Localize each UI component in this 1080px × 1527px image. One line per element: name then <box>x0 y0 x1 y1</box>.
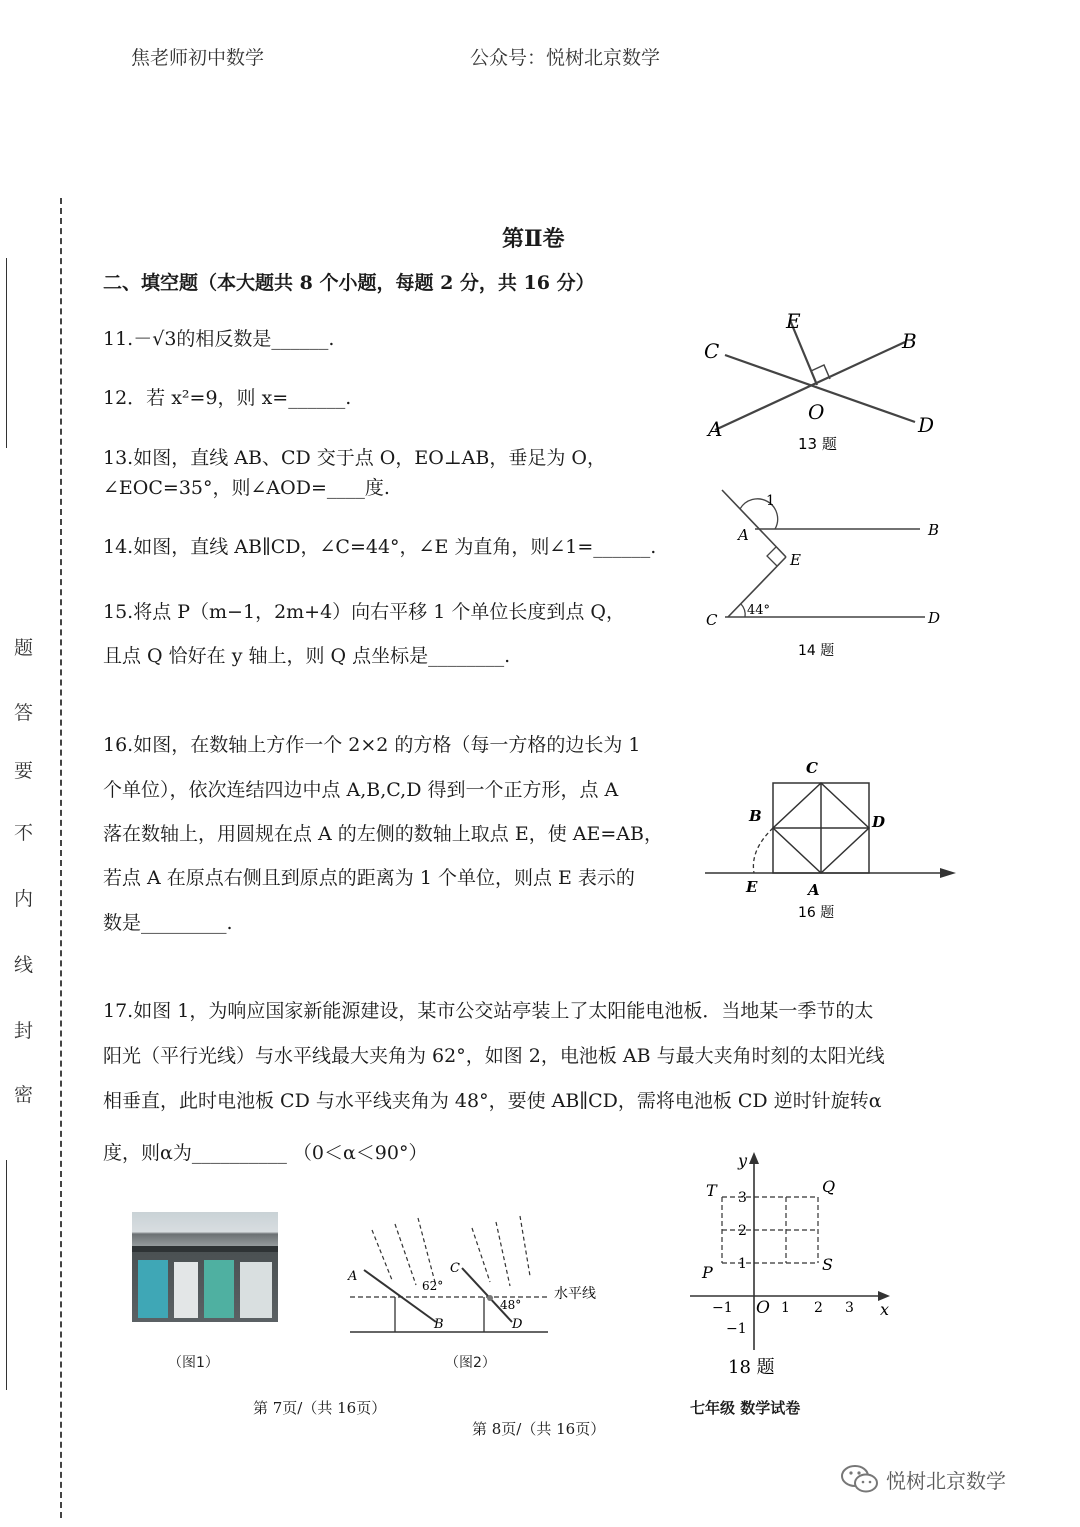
fig18-label-q: Q <box>822 1177 836 1196</box>
fig14-caption: 14 题 <box>798 643 835 659</box>
fig18-tick-y3: 3 <box>738 1190 747 1206</box>
fig16-label-e: E <box>746 878 758 896</box>
figure-16 <box>700 755 965 930</box>
fig14-label-e: E <box>790 551 801 569</box>
footer-page7: 第 7页/（共 16页） <box>253 1399 387 1417</box>
fig16-label-d: D <box>872 813 886 831</box>
fig13-label-e: E <box>786 309 801 333</box>
section-heading: 二、填空题（本大题共 8 个小题，每题 2 分，共 16 分） <box>103 272 595 294</box>
fig13-label-b: B <box>902 329 917 353</box>
question-16-line2: 个单位），依次连结四边中点 A,B,C,D 得到一个正方形，点 A <box>103 779 619 801</box>
photo1-caption: （图1） <box>168 1355 219 1371</box>
fig16-label-b: B <box>749 807 762 825</box>
binding-dashed-line <box>60 198 62 1518</box>
fig17-label-62: 62° <box>422 1279 444 1293</box>
header-right: 公众号：悦树北京数学 <box>470 47 661 69</box>
figure-17-2 <box>340 1210 620 1340</box>
fig18-label-p: P <box>702 1263 713 1282</box>
fig18-label-s: S <box>822 1255 833 1274</box>
fig13-label-o: O <box>808 400 825 424</box>
fig18-caption: 18 题 <box>728 1357 775 1378</box>
question-14: 14.如图，直线 AB∥CD，∠C=44°，∠E 为直角，则∠1=______. <box>103 536 657 558</box>
figure-14 <box>700 485 960 665</box>
figure-13 <box>690 300 950 460</box>
fig18-tick-y2: 2 <box>738 1223 747 1239</box>
footer-page8: 第 8页/（共 16页） <box>472 1420 606 1438</box>
fig14-label-angle: 44° <box>747 603 771 618</box>
fig18-label-y: y <box>738 1151 748 1170</box>
fig16-caption: 16 题 <box>798 905 835 921</box>
brand-name: 悦树北京数学 <box>886 1468 1006 1493</box>
question-16-line1: 16.如图，在数轴上方作一个 2×2 的方格（每一方格的边长为 1 <box>103 734 641 756</box>
binding-char-2: 答 <box>14 702 34 724</box>
fig17-label-b: B <box>434 1317 444 1332</box>
question-11: 11.－√3的相反数是______. <box>103 328 335 350</box>
binding-char-5: 内 <box>14 888 34 910</box>
fig13-caption: 13 题 <box>798 435 837 453</box>
fig14-label-b: B <box>928 521 940 539</box>
photo-roof <box>132 1246 278 1252</box>
fig14-label-a: A <box>738 526 749 544</box>
question-16-line4: 若点 A 在原点右侧且到原点的距离为 1 个单位，则点 E 表示的 <box>103 867 635 889</box>
fig16-label-a: A <box>808 881 820 899</box>
photo-panel-3 <box>204 1260 234 1318</box>
binding-char-3: 要 <box>14 760 34 782</box>
fig18-tick-xn1: −1 <box>712 1300 733 1316</box>
binding-char-4: 不 <box>14 822 34 844</box>
bus-stop-photo <box>132 1212 278 1322</box>
section-title: 第Ⅱ卷 <box>502 226 565 252</box>
fig18-label-t: T <box>706 1181 717 1200</box>
header-left: 焦老师初中数学 <box>131 47 265 69</box>
fig17-label-48: 48° <box>500 1298 522 1312</box>
question-16-line5: 数是_________. <box>103 912 233 934</box>
question-17-line3: 相垂直，此时电池板 CD 与水平线夹角为 48°，要使 AB∥CD，需将电池板 CD 逆时针旋转α <box>103 1090 882 1112</box>
fig18-tick-x3: 3 <box>845 1300 854 1316</box>
photo-panel-1 <box>138 1260 168 1318</box>
photo-panel-4 <box>240 1262 272 1318</box>
brand-watermark <box>840 1462 1006 1496</box>
footer-grade: 七年级 数学试卷 <box>690 1399 801 1417</box>
fig18-tick-x2: 2 <box>814 1300 823 1316</box>
photo2-caption: （图2） <box>445 1355 496 1371</box>
binding-char-1: 题 <box>14 637 34 659</box>
fig16-label-c: C <box>806 759 818 777</box>
fig17-label-a: A <box>348 1269 358 1284</box>
question-12: 12．若 x²=9，则 x=______. <box>103 387 352 409</box>
fig18-label-o: O <box>756 1298 770 1318</box>
binding-solid-line-top <box>6 258 7 448</box>
question-15-line1: 15.将点 P（m−1，2m+4）向右平移 1 个单位长度到点 Q， <box>103 601 625 623</box>
binding-solid-line-bottom <box>6 1160 7 1390</box>
question-13-line2: ∠EOC=35°，则∠AOD=____度. <box>103 477 390 499</box>
fig14-label-c: C <box>706 611 718 629</box>
wechat-icon <box>840 1462 880 1496</box>
fig13-label-c: C <box>704 339 720 363</box>
fig18-tick-x1: 1 <box>781 1300 790 1316</box>
fig14-label-1: 1 <box>766 493 775 509</box>
fig17-label-d: D <box>512 1317 523 1332</box>
photo-panel-2 <box>174 1262 198 1318</box>
question-17-line1: 17.如图 1，为响应国家新能源建设，某市公交站亭装上了太阳能电池板．当地某一季节的太 <box>103 1000 874 1022</box>
fig13-label-d: D <box>918 413 935 437</box>
question-16-line3: 落在数轴上，用圆规在点 A 的左侧的数轴上取点 E，使 AE=AB， <box>103 823 663 845</box>
binding-char-7: 封 <box>14 1020 34 1042</box>
question-13-line1: 13.如图，直线 AB、CD 交于点 O，EO⊥AB，垂足为 O， <box>103 447 606 469</box>
fig18-label-x: x <box>880 1300 890 1319</box>
fig17-label-c: C <box>450 1261 460 1276</box>
fig18-tick-yn1: −1 <box>726 1321 747 1337</box>
fig18-tick-y1: 1 <box>738 1256 747 1272</box>
binding-char-8: 密 <box>14 1084 34 1106</box>
question-17-line4: 度，则α为__________ （0＜α＜90°） <box>103 1142 428 1164</box>
fig13-label-a: A <box>708 417 723 441</box>
figure-18 <box>680 1150 900 1380</box>
fig17-horizontal-label: 水平线 <box>554 1286 596 1302</box>
binding-char-6: 线 <box>14 954 34 976</box>
question-17-line2: 阳光（平行光线）与水平线最大夹角为 62°，如图 2，电池板 AB 与最大夹角时刻的太阳光线 <box>103 1045 885 1067</box>
fig14-label-d: D <box>928 609 941 627</box>
question-15-line2: 且点 Q 恰好在 y 轴上，则 Q 点坐标是________. <box>103 645 511 667</box>
